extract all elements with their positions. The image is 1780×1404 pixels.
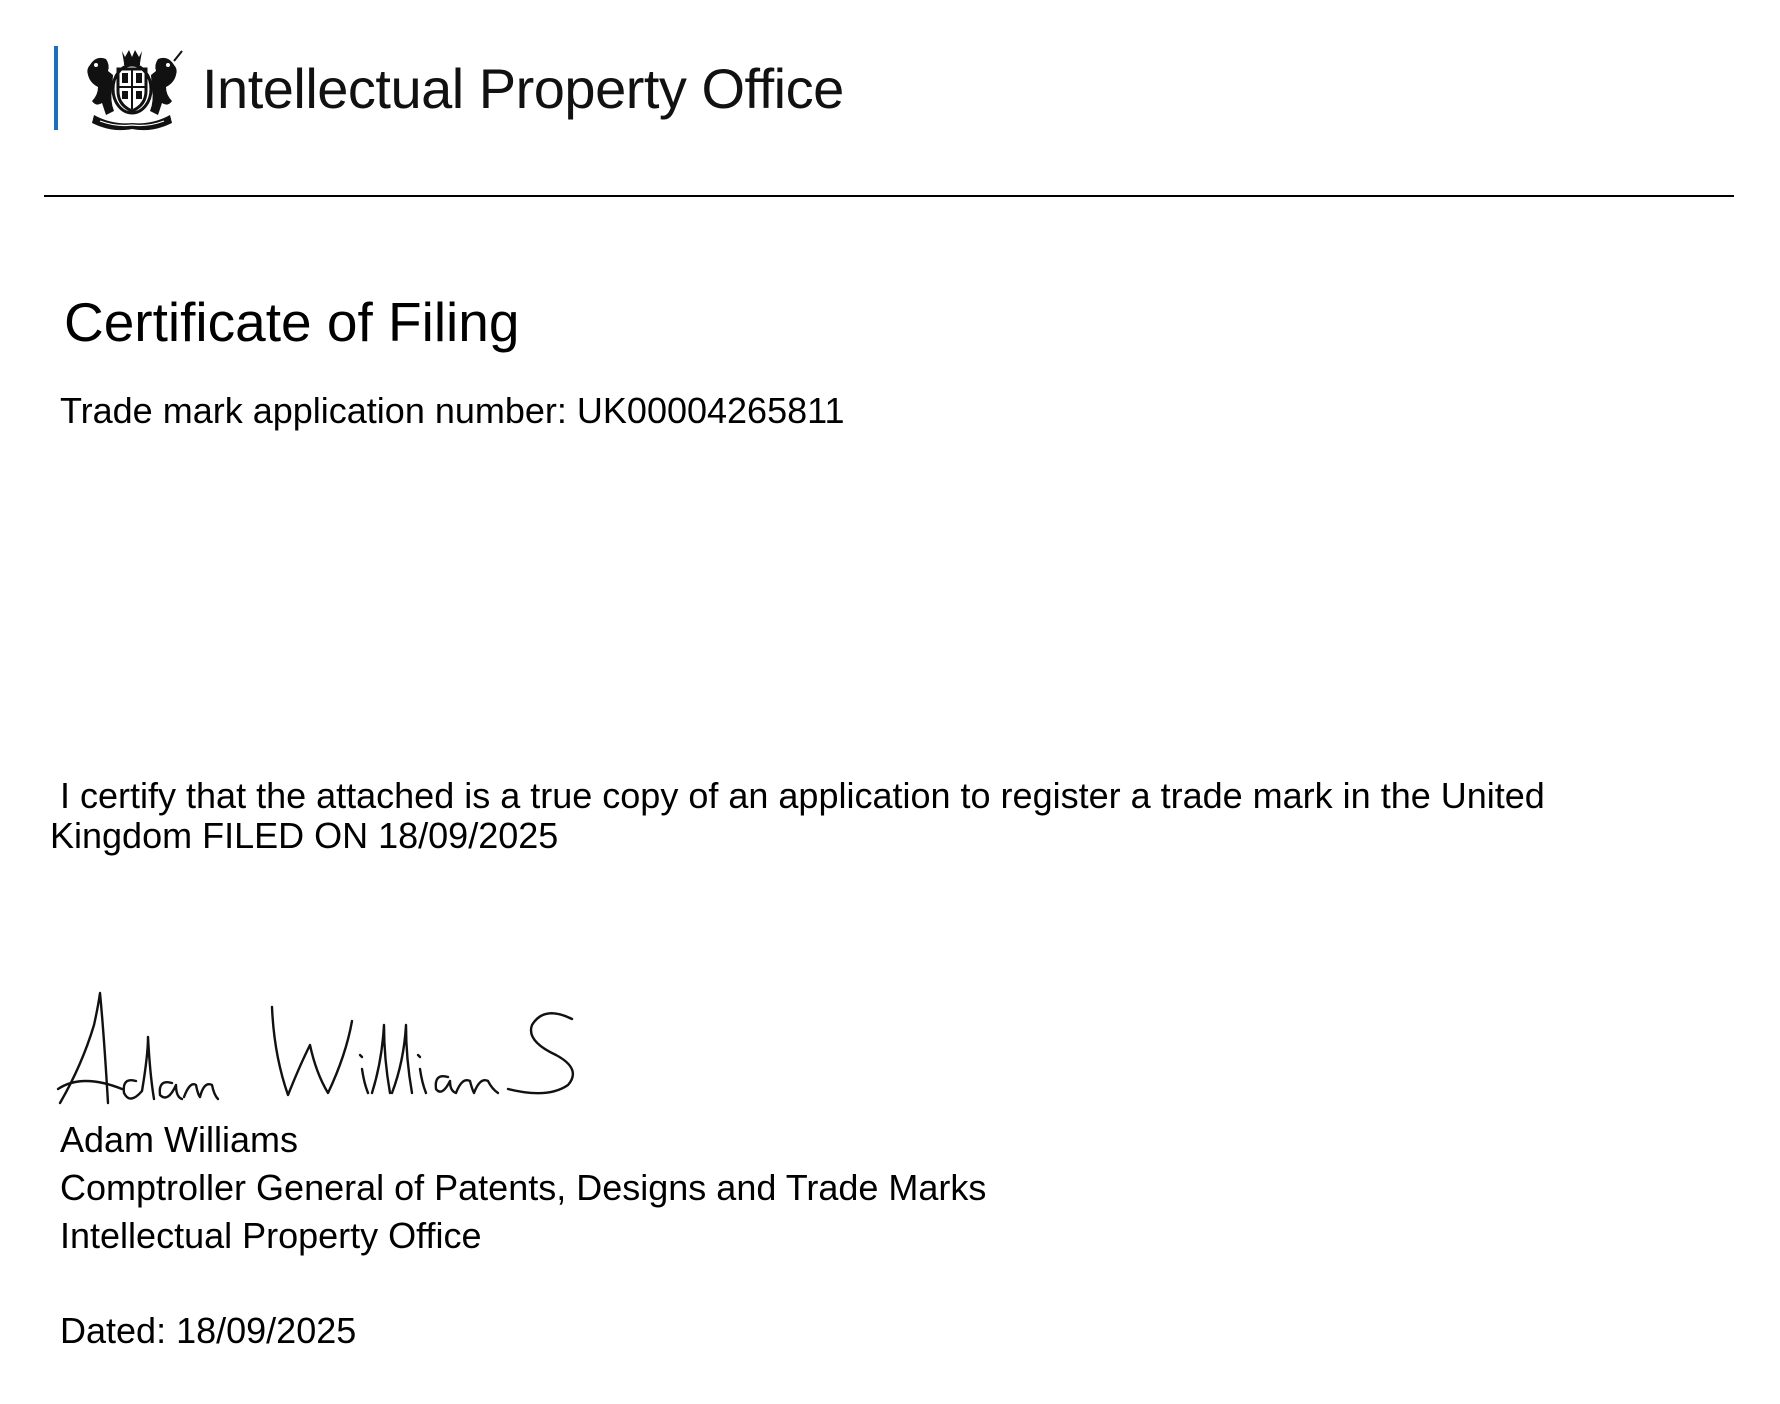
dated-label: Dated: [60, 1310, 167, 1351]
application-number-line [60, 390, 845, 432]
application-number-value: UK00004265811 [576, 390, 845, 431]
header [54, 46, 844, 130]
signature-image [52, 985, 612, 1110]
signatory-position: Comptroller General of Patents, Designs and Trade Marks [60, 1167, 987, 1208]
signatory-block [60, 1116, 986, 1260]
application-number-label: Trade mark application number: [60, 390, 567, 431]
dated-value: 18/09/2025 [176, 1310, 357, 1351]
accent-bar [54, 46, 58, 130]
header-divider [44, 195, 1734, 197]
signatory-office: Intellectual Property Office [60, 1215, 482, 1256]
royal-coat-of-arms-icon [80, 45, 184, 131]
certification-statement [50, 776, 1710, 856]
signatory-name: Adam Williams [60, 1119, 299, 1160]
page-title: Certificate of Filing [64, 291, 520, 353]
dated-line [60, 1310, 356, 1352]
certification-line-2: Kingdom FILED ON 18/09/2025 [50, 815, 559, 856]
certification-line-1: I certify that the attached is a true copy of an application to register a trade mark in the United [60, 775, 1545, 816]
organization-name: Intellectual Property Office [202, 56, 844, 120]
